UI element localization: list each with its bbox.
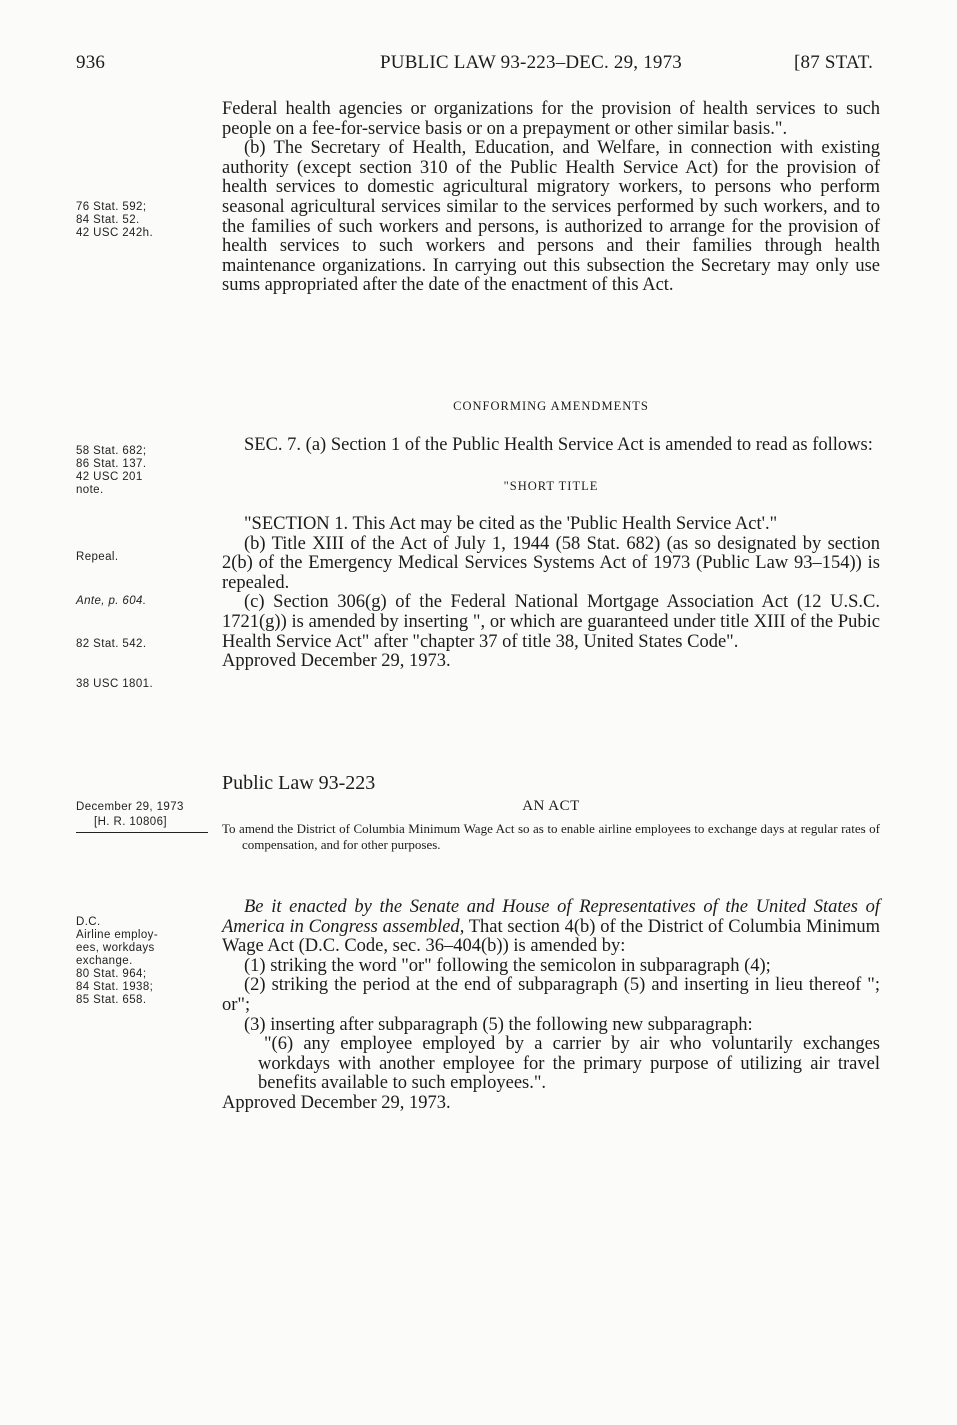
public-law-title: Public Law 93-223 bbox=[222, 772, 376, 794]
approved-line-2: Approved December 29, 1973. bbox=[222, 1092, 451, 1113]
item-2: (2) striking the period at the end of subparagraph (5) and inserting in lieu thereof "; or"; bbox=[222, 975, 880, 1015]
statute-volume: [87 STAT. bbox=[794, 52, 874, 73]
section-7a: SEC. 7. (a) Section 1 of the Public Health Service Act is amended to read as follows: bbox=[244, 435, 873, 455]
margin-note-repeal: Repeal. bbox=[76, 551, 119, 563]
enacting-clause bbox=[222, 898, 880, 957]
margin-line: note. bbox=[76, 484, 104, 496]
enacting-clause-rest: , That section 4(b) of the District of Columbia Minimum Wage Act (D.C. Code, sec. 36–404(b)) is amended by: bbox=[222, 916, 880, 957]
item-6: "(6) any employee employed by a carrier by air who voluntarily exchanges workdays with another employee for the primary purpose of utilizing air travel benefits available to such employees.". bbox=[258, 1034, 880, 1094]
margin-line: 58 Stat. 682; bbox=[76, 445, 147, 457]
page-number: 936 bbox=[76, 52, 106, 73]
paragraph-b-migratory: (b) The Secretary of Health, Education, and Welfare, in connection with existing authority (except section 310 of the Public Health Service Act) for the provision of health services to domestic agricultural migratory workers, to persons who perform seasonal agricultural services similar to the services performed by such workers, and to the families of such workers and persons, is authorized to arrange for the provision of health services to such workers and persons and their families through health maintenance organizations. In carrying out this subsection the Secretary may only use sums appropriated after the date of the enactment of this Act. bbox=[222, 138, 880, 296]
short-title-heading: "SHORT TITLE bbox=[503, 479, 599, 493]
margin-note-citations-1 bbox=[76, 201, 153, 240]
enacting-section bbox=[222, 898, 880, 1114]
margin-note-dc bbox=[76, 916, 158, 1007]
margin-line: 84 Stat. 52. bbox=[76, 214, 140, 226]
paragraph-c-mortgage: (c) Section 306(g) of the Federal National Mortgage Association Act (12 U.S.C. 1721(g)) is amended by inserting ", or which are guaranteed under title XIII of the Pubic Health Service Act" after "chapter 37 of title 38, United States Code". bbox=[222, 592, 880, 652]
margin-rule bbox=[76, 832, 208, 833]
margin-note-82-stat: 82 Stat. 542. bbox=[76, 638, 147, 650]
margin-line: 80 Stat. 964; bbox=[76, 968, 147, 980]
margin-line: ees, workdays bbox=[76, 942, 155, 954]
conforming-amendments-heading: CONFORMING AMENDMENTS bbox=[453, 399, 649, 413]
approved-line-1: Approved December 29, 1973. bbox=[222, 651, 451, 672]
margin-line: D.C. bbox=[76, 916, 101, 928]
margin-line: 84 Stat. 1938; bbox=[76, 981, 154, 993]
section-1-text: "SECTION 1. This Act may be cited as the 'Public Health Service Act'." bbox=[244, 514, 778, 534]
margin-note-citations-2 bbox=[76, 445, 146, 497]
paragraph-b-repeal: (b) Title XIII of the Act of July 1, 1944 (58 Stat. 682) (as so designated by section 2(b) of the Emergency Medical Services Systems Act of 1973 (Public Law 93–154)) is repealed. bbox=[222, 533, 880, 593]
item-3: (3) inserting after subparagraph (5) the following new subparagraph: bbox=[244, 1014, 753, 1035]
margin-line: 86 Stat. 137. bbox=[76, 458, 147, 470]
an-act-heading: AN ACT bbox=[522, 798, 580, 814]
margin-note-38-usc: 38 USC 1801. bbox=[76, 678, 154, 690]
continuation-paragraph: Federal health agencies or organizations for the provision of health services to such people on a fee-for-service basis or on a prepayment or other similar basis.". bbox=[222, 99, 880, 139]
margin-line: Airline employ- bbox=[76, 929, 159, 941]
opening-section bbox=[222, 100, 880, 296]
purpose-text: To amend the District of Columbia Minimum Wage Act so as to enable airline employees to exchange days at regular rates of compensation, and for other purposes. bbox=[222, 821, 880, 852]
margin-line: exchange. bbox=[76, 955, 133, 967]
margin-bill-number: [H. R. 10806] bbox=[94, 816, 167, 828]
margin-line: 85 Stat. 658. bbox=[76, 994, 147, 1006]
margin-line: 42 USC 201 bbox=[76, 471, 143, 483]
margin-line: 42 USC 242h. bbox=[76, 227, 154, 239]
margin-date-line: December 29, 1973 bbox=[76, 801, 184, 813]
running-head: PUBLIC LAW 93-223–DEC. 29, 1973 bbox=[380, 52, 682, 73]
conforming-section bbox=[222, 436, 880, 456]
item-1: (1) striking the word "or" following the semicolon in subparagraph (4); bbox=[244, 955, 771, 976]
conforming-section-cont bbox=[222, 515, 880, 672]
purpose-block bbox=[222, 821, 880, 853]
enacting-clause-italic: Be it enacted by the Senate and House of Representatives of the United States of America in Congress assembled bbox=[222, 897, 880, 937]
margin-line: 76 Stat. 592; bbox=[76, 201, 147, 213]
margin-note-ante: Ante, p. 604. bbox=[76, 595, 147, 607]
